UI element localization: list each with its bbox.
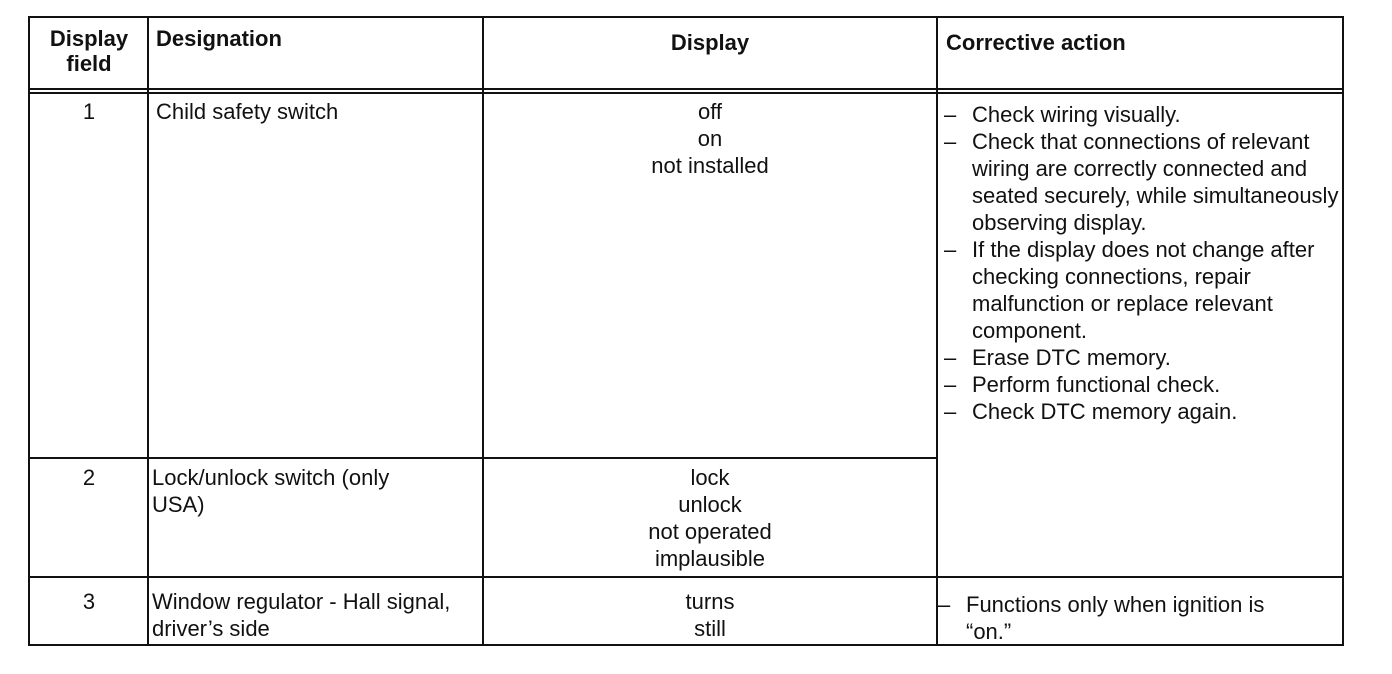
display-value: implausible bbox=[654, 546, 766, 571]
row-2-field: 2 bbox=[82, 465, 96, 490]
display-value: lock bbox=[690, 465, 730, 490]
row-1-designation: Child safety switch bbox=[156, 99, 339, 124]
dash-bullet: – bbox=[944, 102, 957, 127]
dash-bullet: – bbox=[944, 237, 957, 262]
action-item bbox=[942, 128, 1340, 236]
row-1-field: 1 bbox=[82, 99, 96, 124]
dash-bullet: – bbox=[944, 129, 957, 154]
dash-bullet: – bbox=[944, 345, 957, 370]
action-text: Check wiring visually. bbox=[972, 102, 1181, 127]
display-value: on bbox=[697, 126, 723, 151]
action-text: Erase DTC memory. bbox=[972, 345, 1171, 370]
header-corrective-action: Corrective action bbox=[946, 30, 1126, 55]
corrective-actions-row-3 bbox=[936, 591, 1306, 645]
header-display: Display bbox=[670, 30, 750, 55]
column-divider bbox=[936, 18, 938, 644]
action-item bbox=[942, 236, 1340, 344]
header-divider bbox=[30, 88, 1342, 90]
display-value: off bbox=[697, 99, 723, 124]
display-value: still bbox=[694, 616, 726, 641]
header-designation: Designation bbox=[156, 26, 282, 51]
row-divider bbox=[30, 457, 936, 459]
row-1-display-values bbox=[486, 98, 934, 179]
row-divider bbox=[30, 576, 1342, 578]
corrective-actions-rows-1-2 bbox=[942, 101, 1340, 425]
diagnostic-table bbox=[28, 16, 1344, 646]
dash-bullet: – bbox=[944, 399, 957, 424]
action-text: Functions only when ignition is “on.” bbox=[966, 592, 1265, 644]
display-value: not operated bbox=[648, 519, 772, 544]
row-2-display-values bbox=[486, 464, 934, 572]
action-item bbox=[942, 101, 1340, 128]
action-item bbox=[936, 591, 1306, 645]
dash-bullet: – bbox=[944, 372, 957, 397]
column-divider bbox=[482, 18, 484, 644]
action-text: Check DTC memory again. bbox=[972, 399, 1238, 424]
action-item bbox=[942, 371, 1340, 398]
display-value: turns bbox=[685, 589, 735, 614]
header-display-field: Display field bbox=[49, 26, 129, 76]
display-value: unlock bbox=[678, 492, 742, 517]
row-3-designation: Window regulator - Hall signal, driver’s side bbox=[152, 589, 451, 641]
header-divider-double bbox=[30, 92, 1342, 94]
action-text: Perform functional check. bbox=[972, 372, 1221, 397]
row-3-field: 3 bbox=[82, 589, 96, 614]
action-text: Check that connections of relevant wiring are correctly connected and seated securely, while simultaneously observing display. bbox=[972, 129, 1339, 235]
action-text: If the display does not change after checking connections, repair malfunction or replace relevant component. bbox=[972, 237, 1315, 343]
row-3-display-values bbox=[486, 588, 934, 642]
column-divider bbox=[147, 18, 149, 644]
row-2-designation: Lock/unlock switch (only USA) bbox=[152, 465, 390, 517]
action-item bbox=[942, 344, 1340, 371]
dash-bullet: – bbox=[938, 592, 951, 617]
action-item bbox=[942, 398, 1340, 425]
display-value: not installed bbox=[651, 153, 769, 178]
